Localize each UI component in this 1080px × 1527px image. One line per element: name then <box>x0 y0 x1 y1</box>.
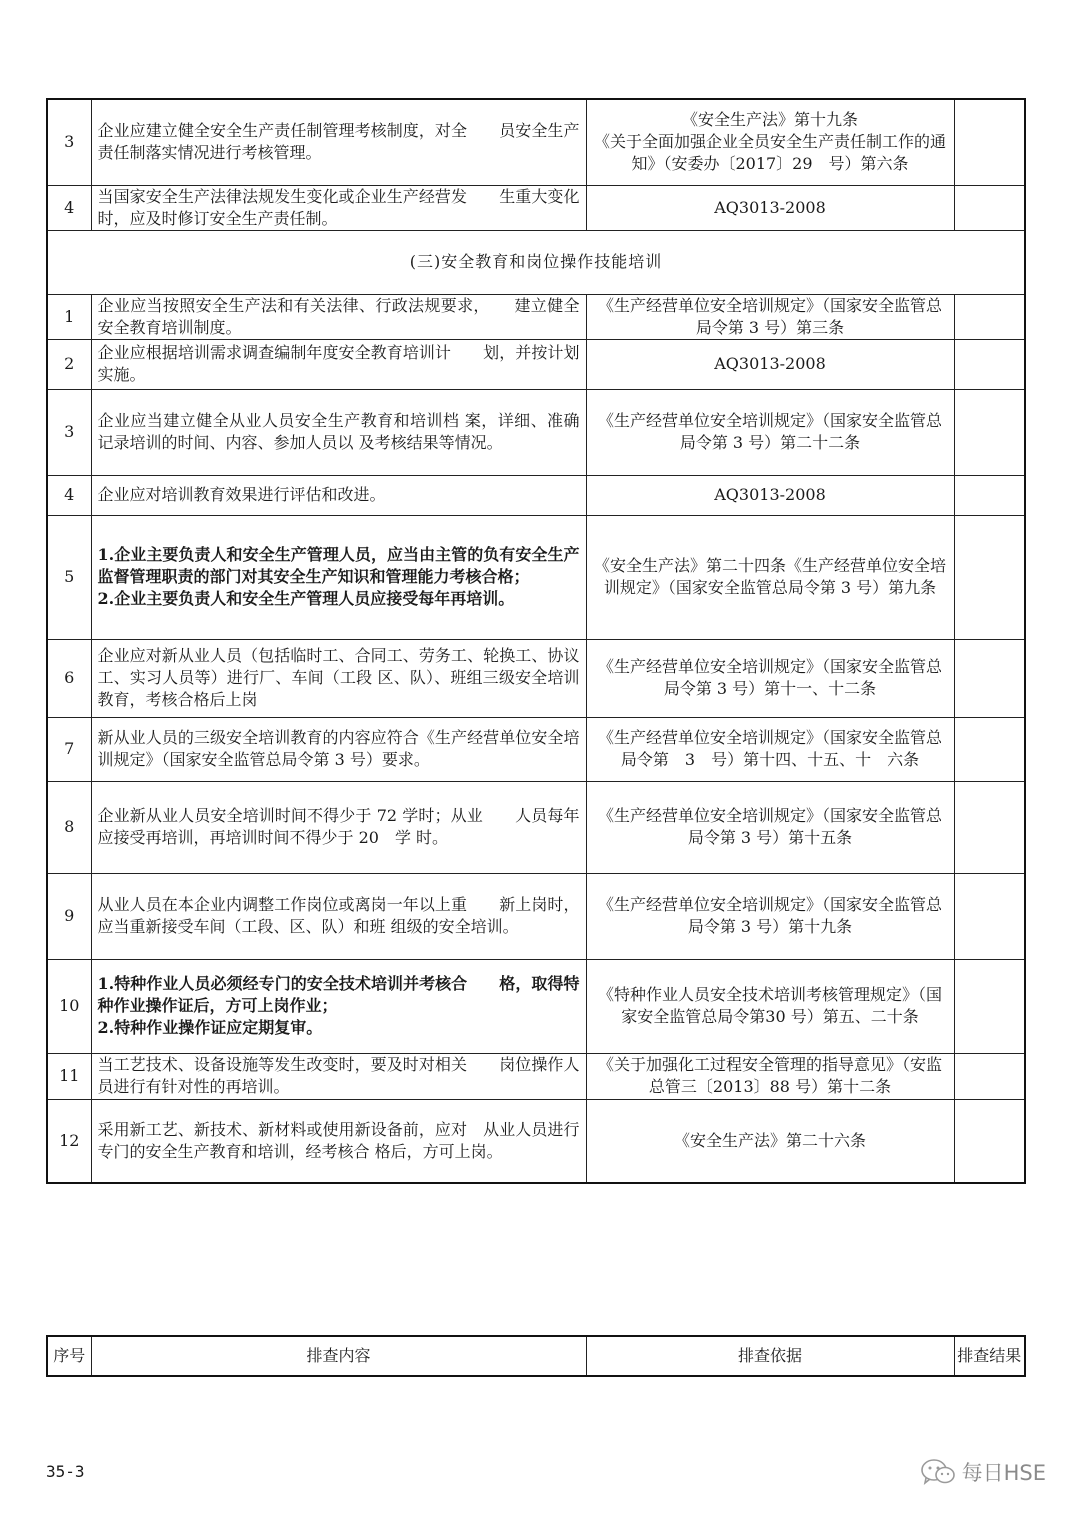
header-content: 排查内容 <box>91 1336 586 1376</box>
table-row <box>47 389 1025 475</box>
check-basis: 《生产经营单位安全培训规定》（国家安全监管总局令第 3 号）第三条 <box>586 294 954 339</box>
table-row <box>47 294 1025 339</box>
table-row <box>47 475 1025 515</box>
row-number: 10 <box>47 959 91 1053</box>
row-number: 4 <box>47 185 91 230</box>
next-page-header-table <box>46 1335 1026 1377</box>
check-basis: AQ3013-2008 <box>586 185 954 230</box>
check-basis: AQ3013-2008 <box>586 475 954 515</box>
check-content: 企业应根据培训需求调查编制年度安全教育培训计 划，并按计划实施。 <box>91 339 586 389</box>
table-row <box>47 185 1025 230</box>
check-basis: 《生产经营单位安全培训规定》（国家安全监管总局令第 3 号）第二十二条 <box>586 389 954 475</box>
check-basis: 《生产经营单位安全培训规定》（国家安全监管总局令第 3 号）第十五条 <box>586 781 954 873</box>
check-basis: 《生产经营单位安全培训规定》（国家安全监管总局令第 3 号）第十一、十二条 <box>586 639 954 717</box>
check-result-cell[interactable] <box>954 1053 1025 1099</box>
check-content: 1.企业主要负责人和安全生产管理人员，应当由主管的负有安全生产监督管理职责的部门对其安全生产知识和管理能力考核合格； 2.企业主要负责人和安全生产管理人员应接受每年再培训。 <box>91 515 586 639</box>
section-title: (三)安全教育和岗位操作技能培训 <box>47 230 1025 294</box>
check-result-cell[interactable] <box>954 639 1025 717</box>
table-row <box>47 1053 1025 1099</box>
check-result-cell[interactable] <box>954 717 1025 781</box>
check-basis: 《生产经营单位安全培训规定》（国家安全监管总局令第 3 号）第十九条 <box>586 873 954 959</box>
section-row <box>47 230 1025 294</box>
check-result-cell[interactable] <box>954 99 1025 185</box>
check-content: 当国家安全生产法律法规发生变化或企业生产经营发 生重大变化时，应及时修订安全生产责任制。 <box>91 185 586 230</box>
row-number: 5 <box>47 515 91 639</box>
check-basis: 《特种作业人员安全技术培训考核管理规定》（国家安全监管总局令第30 号）第五、二十条 <box>586 959 954 1053</box>
check-basis: 《安全生产法》第二十四条《生产经营单位安全培训规定》（国家安全监管总局令第 3 号）第九条 <box>586 515 954 639</box>
check-result-cell[interactable] <box>954 781 1025 873</box>
checklist-table <box>46 98 1026 1184</box>
check-basis: 《安全生产法》第二十六条 <box>586 1099 954 1183</box>
row-number: 7 <box>47 717 91 781</box>
row-number: 8 <box>47 781 91 873</box>
row-number: 3 <box>47 389 91 475</box>
table-row <box>47 515 1025 639</box>
check-content: 企业新从业人员安全培训时间不得少于 72 学时；从业 人员每年应接受再培训，再培训时间不得少于 20 学 时。 <box>91 781 586 873</box>
check-result-cell[interactable] <box>954 1099 1025 1183</box>
check-result-cell[interactable] <box>954 294 1025 339</box>
table-row <box>47 99 1025 185</box>
check-result-cell[interactable] <box>954 515 1025 639</box>
header-row <box>47 1336 1025 1376</box>
check-content: 企业应对培训教育效果进行评估和改进。 <box>91 475 586 515</box>
check-result-cell[interactable] <box>954 873 1025 959</box>
row-number: 2 <box>47 339 91 389</box>
row-number: 11 <box>47 1053 91 1099</box>
page-number: 35-3 <box>46 1462 85 1481</box>
check-result-cell[interactable] <box>954 185 1025 230</box>
row-number: 12 <box>47 1099 91 1183</box>
check-content: 从业人员在本企业内调整工作岗位或离岗一年以上重 新上岗时，应当重新接受车间（工段、区、队）和班 组级的安全培训。 <box>91 873 586 959</box>
watermark-text: 每日HSE <box>961 1461 1046 1485</box>
table-row <box>47 717 1025 781</box>
check-result-cell[interactable] <box>954 339 1025 389</box>
check-content: 企业应建立健全安全生产责任制管理考核制度，对全 员安全生产责任制落实情况进行考核管理。 <box>91 99 586 185</box>
check-content: 当工艺技术、设备设施等发生改变时，要及时对相关 岗位操作人员进行有针对性的再培训。 <box>91 1053 586 1099</box>
check-result-cell[interactable] <box>954 475 1025 515</box>
row-number: 6 <box>47 639 91 717</box>
row-number: 4 <box>47 475 91 515</box>
table-row <box>47 339 1025 389</box>
row-number: 9 <box>47 873 91 959</box>
check-content: 新从业人员的三级安全培训教育的内容应符合《生产经营单位安全培训规定》（国家安全监管总局令第 3 号）要求。 <box>91 717 586 781</box>
header-result: 排查结果 <box>954 1336 1025 1376</box>
table-row <box>47 639 1025 717</box>
table-row <box>47 959 1025 1053</box>
check-content: 企业应当建立健全从业人员安全生产教育和培训档 案，详细、准确记录培训的时间、内容、参加人员以 及考核结果等情况。 <box>91 389 586 475</box>
row-number: 3 <box>47 99 91 185</box>
table-row <box>47 781 1025 873</box>
check-content: 企业应对新从业人员（包括临时工、合同工、劳务工、轮换工、协议工、实习人员等）进行厂、车间（工段 区、队）、班组三级安全培训教育，考核合格后上岗 <box>91 639 586 717</box>
check-basis: AQ3013-2008 <box>586 339 954 389</box>
row-number: 1 <box>47 294 91 339</box>
check-result-cell[interactable] <box>954 389 1025 475</box>
table-row <box>47 1099 1025 1183</box>
wechat-icon <box>920 1458 956 1486</box>
check-basis: 《生产经营单位安全培训规定》（国家安全监管总局令第 3 号）第十四、十五、十 六条 <box>586 717 954 781</box>
header-basis: 排查依据 <box>586 1336 954 1376</box>
table-row <box>47 873 1025 959</box>
check-basis: 《安全生产法》第十九条 《关于全面加强企业全员安全生产责任制工作的通知》（安委办〔2017〕29 号）第六条 <box>586 99 954 185</box>
check-content: 1.特种作业人员必须经专门的安全技术培训并考核合 格，取得特种作业操作证后，方可上岗作业； 2.特种作业操作证应定期复审。 <box>91 959 586 1053</box>
check-basis: 《关于加强化工过程安全管理的指导意见》（安监总管三〔2013〕88 号）第十二条 <box>586 1053 954 1099</box>
check-result-cell[interactable] <box>954 959 1025 1053</box>
check-content: 企业应当按照安全生产法和有关法律、行政法规要求， 建立健全安全教育培训制度。 <box>91 294 586 339</box>
header-number: 序号 <box>47 1336 91 1376</box>
check-content: 采用新工艺、新技术、新材料或使用新设备前，应对 从业人员进行专门的安全生产教育和培训，经考核合 格后，方可上岗。 <box>91 1099 586 1183</box>
watermark <box>920 1457 1046 1487</box>
